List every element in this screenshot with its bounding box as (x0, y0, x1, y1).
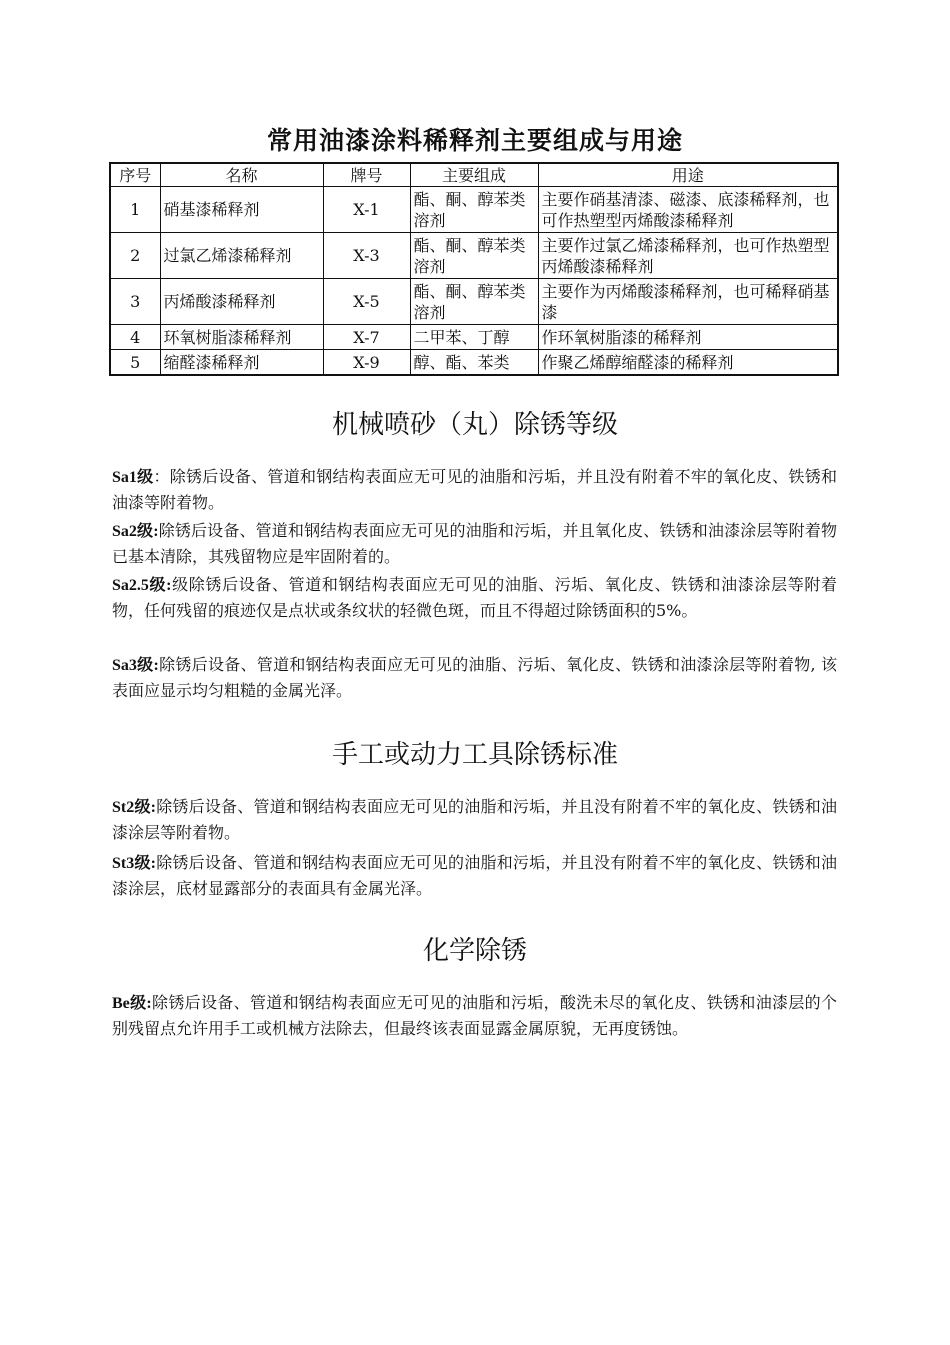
document-title: 常用油漆涂料稀释剂主要组成与用途 (266, 126, 683, 155)
grade-paragraph-sa3 (112, 652, 837, 703)
grade-label: Sa1级 (112, 469, 154, 486)
cell-composition: 酯、酮、醇苯类溶剂 (410, 233, 538, 279)
cell-composition: 酯、酮、醇苯类溶剂 (410, 279, 538, 325)
cell-no: 4 (110, 325, 160, 350)
table-row (110, 350, 838, 376)
cell-code: X-9 (323, 350, 410, 376)
cell-name: 过氯乙烯漆稀释剂 (160, 233, 323, 279)
cell-code: X-5 (323, 279, 410, 325)
cell-no: 1 (110, 187, 160, 233)
section-heading-blast: 机械喷砂（丸）除锈等级 (331, 410, 618, 440)
cell-no: 2 (110, 233, 160, 279)
thinner-table (109, 162, 839, 376)
cell-usage: 作聚乙烯醇缩醛漆的稀释剂 (538, 350, 838, 376)
table-row (110, 187, 838, 233)
grade-separator: ： (153, 467, 170, 486)
table-row (110, 279, 838, 325)
grade-text: 除锈后设备、管道和钢结构表面应无可见的油脂和污垢，并且没有附着不牢的氧化皮、铁锈和油漆等附着物。 (112, 467, 837, 512)
cell-no: 3 (110, 279, 160, 325)
cell-name: 缩醛漆稀释剂 (160, 350, 323, 376)
cell-usage: 主要作过氯乙烯漆稀释剂，也可作热塑型丙烯酸漆稀释剂 (538, 233, 838, 279)
section-heading-hand-tool: 手工或动力工具除锈标准 (331, 740, 618, 770)
cell-code: X-1 (323, 187, 410, 233)
cell-usage: 主要作硝基清漆、磁漆、底漆稀释剂，也可作热塑型丙烯酸漆稀释剂 (538, 187, 838, 233)
grade-paragraph-sa2 (112, 518, 837, 569)
header-code: 牌号 (323, 163, 410, 187)
cell-no: 5 (110, 350, 160, 376)
cell-name: 丙烯酸漆稀释剂 (160, 279, 323, 325)
cell-composition: 二甲苯、丁醇 (410, 325, 538, 350)
cell-code: X-3 (323, 233, 410, 279)
grade-paragraph-st3 (112, 850, 837, 901)
grade-label: St3级: (112, 855, 156, 872)
cell-name: 环氧树脂漆稀释剂 (160, 325, 323, 350)
grade-text: 除锈后设备、管道和钢结构表面应无可见的油脂和污垢，并且没有附着不牢的氧化皮、铁锈和油漆涂层等附着物。 (112, 797, 837, 842)
grade-paragraph-be (112, 990, 837, 1041)
table-row (110, 233, 838, 279)
grade-paragraph-sa25 (112, 572, 837, 623)
grade-label: Sa3级: (112, 657, 159, 674)
cell-name: 硝基漆稀释剂 (160, 187, 323, 233)
grade-paragraph-st2 (112, 794, 837, 845)
grade-label: St2级: (112, 799, 156, 816)
grade-text: 除锈后设备、管道和钢结构表面应无可见的油脂和污垢，并且没有附着不牢的氧化皮、铁锈和油漆涂层，底材显露部分的表面具有金属光泽。 (112, 853, 837, 898)
grade-text: 除锈后设备、管道和钢结构表面应无可见的油脂和污垢，酸洗未尽的氧化皮、铁锈和油漆层的个别残留点允许用手工或机械方法除去，但最终该表面显露金属原貌，无再度锈蚀。 (112, 993, 837, 1038)
grade-text: 除锈后设备、管道和钢结构表面应无可见的油脂、污垢、氧化皮、铁锈和油漆涂层等附着物, 该表面应显示均匀粗糙的金属光泽。 (112, 655, 837, 700)
section-heading-chemical: 化学除锈 (422, 936, 527, 966)
table-header-row (110, 163, 838, 187)
header-no: 序号 (110, 163, 160, 187)
grade-text: 除锈后设备、管道和钢结构表面应无可见的油脂和污垢，并且氧化皮、铁锈和油漆涂层等附着物已基本清除，其残留物应是牢固附着的。 (112, 521, 837, 566)
grade-paragraph-sa1 (112, 464, 837, 515)
table-row (110, 325, 838, 350)
grade-text: 级除锈后设备、管道和钢结构表面应无可见的油脂、污垢、氧化皮、铁锈和油漆涂层等附着物，任何残留的痕迹仅是点状或条纹状的轻微色斑，而且不得超过除锈面积的5%。 (112, 575, 837, 620)
cell-usage: 主要作为丙烯酸漆稀释剂，也可稀释硝基漆 (538, 279, 838, 325)
header-usage: 用途 (538, 163, 838, 187)
cell-code: X-7 (323, 325, 410, 350)
header-name: 名称 (160, 163, 323, 187)
header-composition: 主要组成 (410, 163, 538, 187)
grade-label: Sa2.5级: (112, 577, 172, 594)
grade-label: Sa2级: (112, 523, 159, 540)
cell-usage: 作环氧树脂漆的稀释剂 (538, 325, 838, 350)
grade-label: Be级: (112, 995, 152, 1012)
cell-composition: 酯、酮、醇苯类溶剂 (410, 187, 538, 233)
cell-composition: 醇、酯、苯类 (410, 350, 538, 376)
